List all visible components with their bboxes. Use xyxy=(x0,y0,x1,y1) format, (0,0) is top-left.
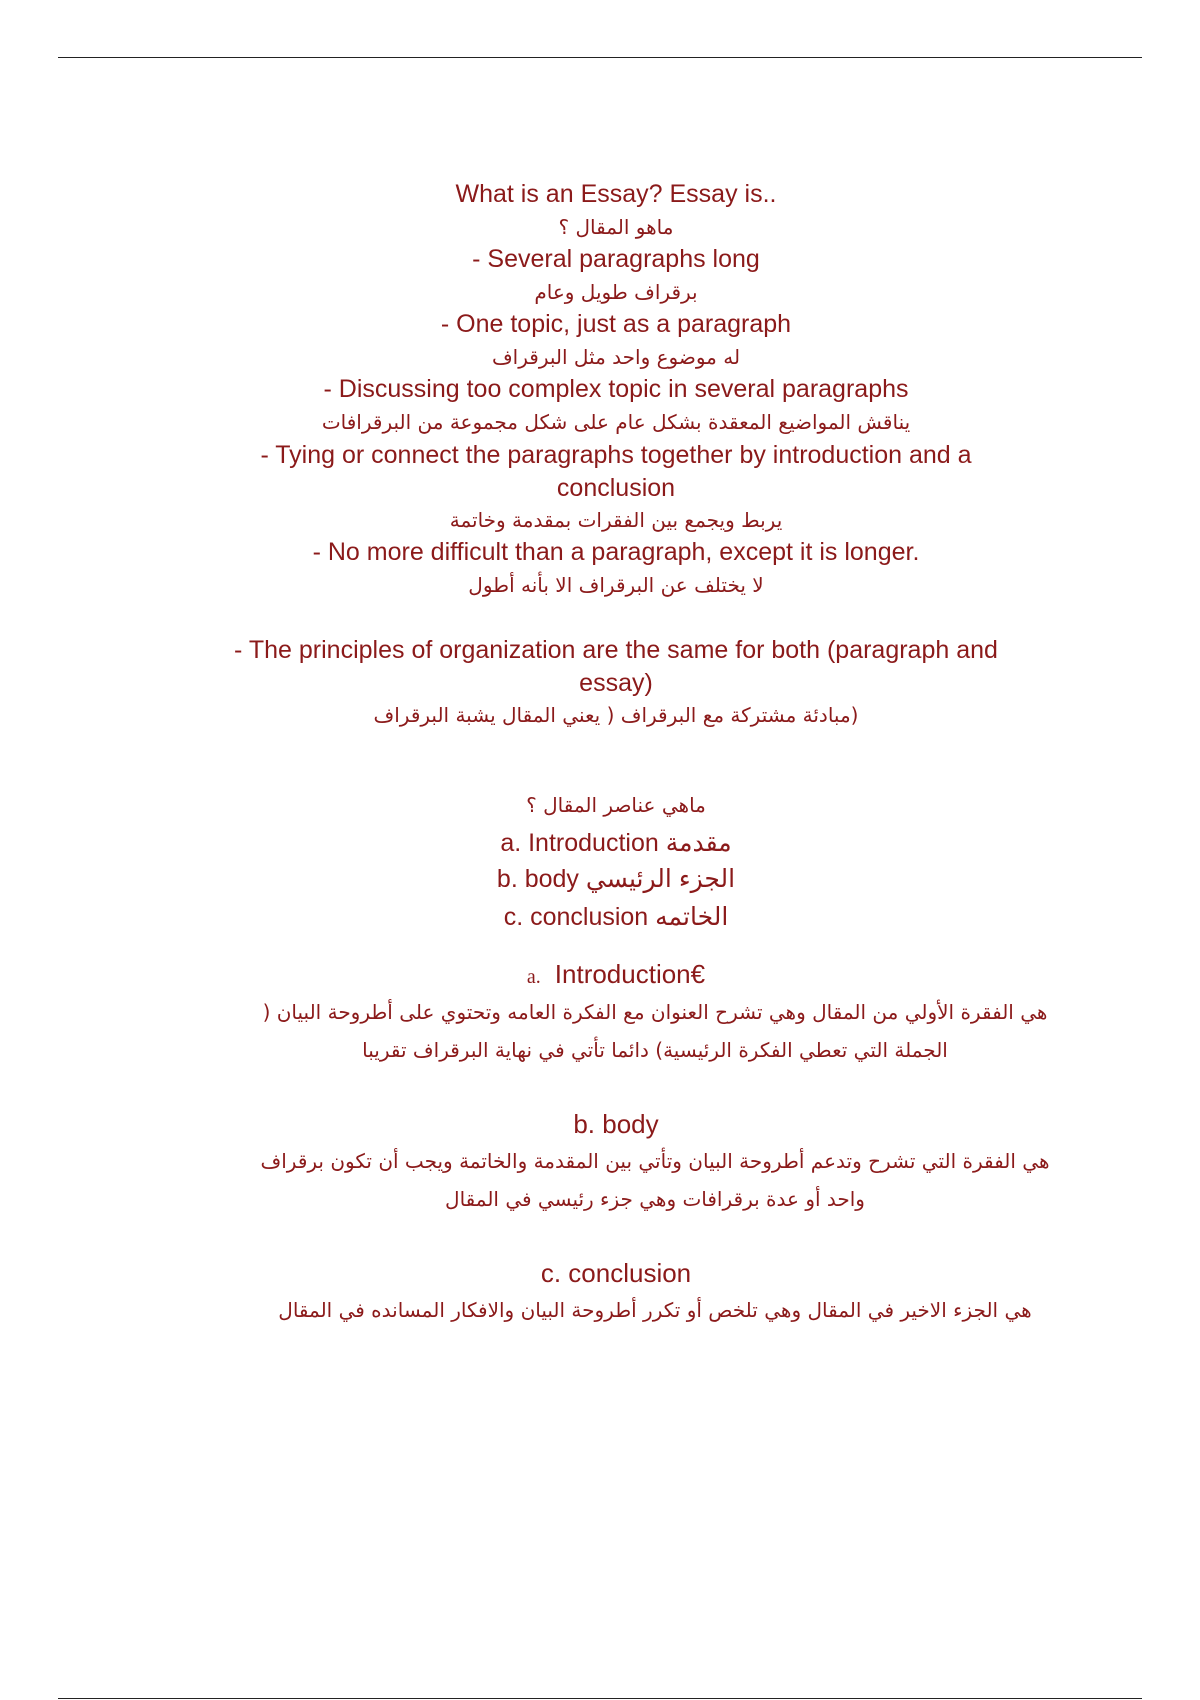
section-paragraph: هي الفقرة الأولي من المقال وهي تشرح العنوان مع الفكرة العامه وتحتوي على أطروحة البيان ( الجملة التي تعطي الفكرة الرئيسية) دائما تأتي في نهاية البرقراف تقريبا xyxy=(262,1000,1048,1062)
top-rule xyxy=(58,57,1142,58)
section-paragraph: هي الفقرة التي تشرح وتدعم أطروحة البيان وتأتي بين المقدمة والخاتمة ويجب أن تكون برقراف واحد أو عدة برقرافات وهي جزء رئيسي في المقال xyxy=(260,1149,1050,1211)
intro-line-en: - No more difficult than a paragraph, except it is longer. xyxy=(312,538,920,566)
intro-line-ar: له موضوع واحد مثل البرقراف xyxy=(491,345,741,369)
intro-line-en: - Tying or connect the paragraphs together by introduction and a xyxy=(260,441,972,469)
intro-line-en: - Several paragraphs long xyxy=(472,245,760,273)
section-title-text: Introduction€ xyxy=(554,959,706,989)
bottom-rule xyxy=(58,1698,1142,1699)
intro-line-ar: لا يختلف عن البرقراف الا بأنه أطول xyxy=(468,573,764,597)
intro-line-en: What is an Essay? Essay is.. xyxy=(455,180,777,208)
elements-item: a. Introduction مقدمة xyxy=(500,829,732,857)
intro-line-ar: يربط ويجمع بين الفقرات بمقدمة وخاتمة xyxy=(449,508,783,532)
section-paragraph: هي الجزء الاخير في المقال وهي تلخص أو تكرر أطروحة البيان والافكار المسانده في المقال xyxy=(278,1298,1032,1322)
intro-line-ar: يناقش المواضيع المعقدة بشكل عام على شكل مجموعة من البرقرافات xyxy=(321,410,911,434)
elements-question: ماهي عناصر المقال ؟ xyxy=(526,793,706,817)
section-title: c. conclusion xyxy=(540,1258,692,1288)
elements-item: b. body الجزء الرئيسي xyxy=(496,865,736,893)
section-letter: a. xyxy=(526,966,541,988)
section-title: b. body xyxy=(573,1109,659,1139)
intro-line-ar: ماهو المقال ؟ xyxy=(558,215,674,239)
intro-line-ar: (مبادئة مشتركة مع البرقراف ( يعني المقال يشبة البرقراف xyxy=(373,703,859,727)
elements-item: c. conclusion الخاتمه xyxy=(503,903,729,931)
section-title xyxy=(0,958,1200,993)
intro-line-ar: برقراف طويل وعام xyxy=(534,280,698,304)
intro-line-en: - One topic, just as a paragraph xyxy=(440,310,792,338)
intro-line-en: - The principles of organization are the same for both (paragraph and xyxy=(234,636,998,664)
intro-line-en: conclusion xyxy=(556,474,676,502)
intro-line-en: essay) xyxy=(579,669,653,697)
intro-line-en: - Discussing too complex topic in several paragraphs xyxy=(323,375,909,403)
